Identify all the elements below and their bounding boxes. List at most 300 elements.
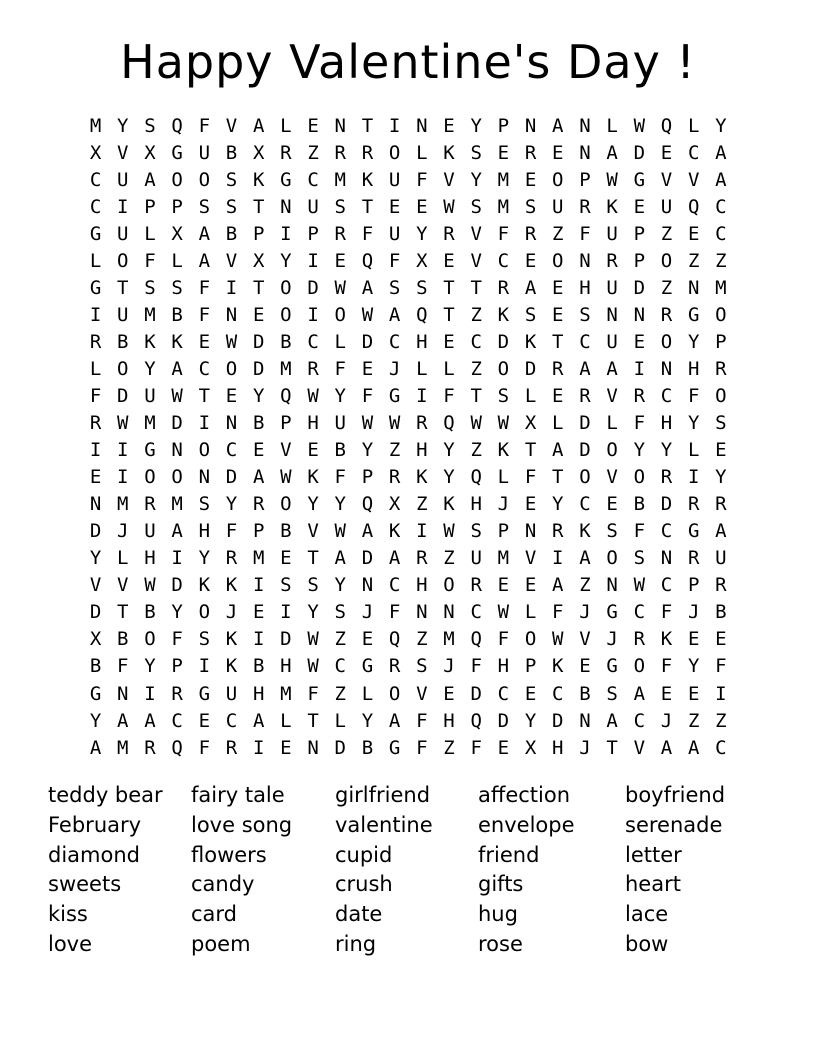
grid-letter: A bbox=[144, 709, 156, 732]
grid-letter: J bbox=[117, 520, 129, 543]
grid-letter: E bbox=[443, 682, 455, 705]
grid-letter: C bbox=[388, 574, 401, 597]
grid-letter: F bbox=[497, 628, 510, 651]
grid-letter: W bbox=[280, 466, 292, 489]
grid-letter: I bbox=[198, 412, 211, 435]
grid-letter: M bbox=[280, 357, 292, 380]
grid-letter: K bbox=[524, 330, 537, 353]
grid-letter: W bbox=[470, 412, 482, 435]
grid-letter: Q bbox=[470, 628, 482, 651]
grid-letter: R bbox=[225, 736, 238, 759]
grid-letter: N bbox=[606, 303, 618, 326]
word-item: card bbox=[191, 901, 238, 926]
grid-letter: M bbox=[497, 168, 510, 191]
grid-letter: R bbox=[715, 357, 727, 380]
grid-letter: Z bbox=[416, 493, 428, 516]
grid-letter: E bbox=[89, 466, 102, 489]
grid-letter: U bbox=[552, 195, 564, 218]
grid-letter: F bbox=[198, 114, 211, 137]
grid-letter: D bbox=[334, 736, 346, 759]
grid-letter: Q bbox=[470, 709, 482, 732]
grid-letter: R bbox=[633, 628, 646, 651]
grid-letter: N bbox=[117, 682, 129, 705]
grid-letter: V bbox=[660, 168, 673, 191]
word-item: poem bbox=[191, 931, 251, 956]
grid-letter: E bbox=[579, 655, 591, 678]
grid-letter: C bbox=[497, 682, 510, 705]
grid-letter: D bbox=[280, 628, 292, 651]
grid-letter: M bbox=[144, 303, 156, 326]
grid-letter: P bbox=[497, 114, 510, 137]
grid-letter: M bbox=[171, 493, 183, 516]
grid-letter: V bbox=[416, 682, 428, 705]
grid-letter: E bbox=[252, 439, 265, 462]
grid-letter: L bbox=[416, 141, 428, 164]
grid-letter: B bbox=[225, 141, 238, 164]
grid-letter: N bbox=[579, 114, 591, 137]
grid-letter: I bbox=[633, 357, 646, 380]
grid-letter: O bbox=[198, 439, 211, 462]
grid-letter: H bbox=[280, 655, 292, 678]
grid-letter: Z bbox=[334, 628, 346, 651]
grid-letter: Y bbox=[117, 114, 129, 137]
grid-letter: Z bbox=[660, 222, 673, 245]
word-item: affection bbox=[478, 783, 571, 808]
grid-letter: G bbox=[144, 439, 156, 462]
grid-letter: K bbox=[443, 141, 455, 164]
grid-letter: K bbox=[660, 628, 673, 651]
grid-letter: U bbox=[606, 276, 618, 299]
grid-letter: P bbox=[252, 520, 265, 543]
grid-letter: Y bbox=[171, 601, 183, 624]
grid-letter: D bbox=[633, 141, 646, 164]
grid-letter: G bbox=[280, 168, 292, 191]
word-item: girlfriend bbox=[335, 783, 431, 808]
grid-letter: C bbox=[579, 493, 591, 516]
grid-letter: P bbox=[171, 655, 183, 678]
grid-letter: O bbox=[117, 249, 129, 272]
grid-letter: F bbox=[117, 655, 129, 678]
grid-letter: F bbox=[334, 466, 346, 489]
grid-letter: X bbox=[252, 141, 265, 164]
grid-letter: U bbox=[117, 303, 129, 326]
grid-letter: C bbox=[660, 520, 673, 543]
grid-letter: I bbox=[89, 439, 102, 462]
grid-letter: D bbox=[579, 439, 591, 462]
grid-letter: E bbox=[416, 195, 428, 218]
grid-letter: A bbox=[198, 222, 211, 245]
grid-letter: I bbox=[171, 547, 183, 570]
grid-letter: F bbox=[660, 601, 673, 624]
grid-letter: A bbox=[334, 547, 346, 570]
grid-letter: E bbox=[361, 357, 374, 380]
grid-letter: S bbox=[633, 547, 646, 570]
grid-letter: A bbox=[715, 168, 727, 191]
grid-letter: F bbox=[144, 249, 156, 272]
grid-letter: C bbox=[633, 709, 646, 732]
grid-letter: C bbox=[89, 168, 102, 191]
grid-letter: X bbox=[171, 222, 183, 245]
grid-letter: O bbox=[524, 628, 537, 651]
grid-letter: H bbox=[552, 736, 564, 759]
grid-letter: N bbox=[198, 466, 211, 489]
grid-letter: U bbox=[388, 168, 401, 191]
grid-letter: T bbox=[252, 195, 265, 218]
grid-letter: C bbox=[497, 249, 510, 272]
grid-letter: I bbox=[307, 249, 319, 272]
grid-letter: L bbox=[117, 547, 129, 570]
word-item: February bbox=[48, 812, 142, 837]
grid-letter: S bbox=[606, 682, 618, 705]
grid-letter: N bbox=[416, 114, 428, 137]
grid-letter: Y bbox=[361, 709, 374, 732]
word-item: date bbox=[335, 901, 383, 926]
grid-letter: U bbox=[606, 222, 618, 245]
grid-letter: B bbox=[334, 439, 346, 462]
grid-letter: D bbox=[89, 601, 102, 624]
grid-letter: E bbox=[361, 628, 374, 651]
grid-letter: Y bbox=[89, 709, 102, 732]
word-item: envelope bbox=[478, 812, 575, 837]
grid-letter: J bbox=[606, 628, 618, 651]
grid-letter: O bbox=[715, 303, 727, 326]
grid-letter: O bbox=[280, 493, 292, 516]
grid-letter: Q bbox=[416, 303, 428, 326]
grid-letter: F bbox=[470, 655, 482, 678]
grid-letter: H bbox=[416, 330, 428, 353]
grid-letter: X bbox=[89, 628, 102, 651]
grid-letter: E bbox=[388, 195, 401, 218]
grid-letter: U bbox=[198, 141, 211, 164]
grid-letter: R bbox=[552, 520, 564, 543]
grid-letter: E bbox=[497, 141, 510, 164]
grid-letter: Z bbox=[443, 736, 455, 759]
word-item: diamond bbox=[48, 842, 140, 867]
grid-letter: G bbox=[89, 276, 102, 299]
grid-letter: I bbox=[280, 601, 292, 624]
grid-letter: E bbox=[552, 141, 564, 164]
grid-letter: H bbox=[416, 574, 428, 597]
grid-letter: F bbox=[470, 736, 482, 759]
grid-letter: Y bbox=[280, 249, 292, 272]
grid-letter: N bbox=[606, 574, 618, 597]
grid-letter: R bbox=[280, 141, 292, 164]
grid-letter: E bbox=[307, 114, 319, 137]
grid-letter: Q bbox=[470, 466, 482, 489]
grid-letter: V bbox=[579, 628, 591, 651]
grid-letter: E bbox=[687, 628, 700, 651]
grid-letter: U bbox=[334, 412, 346, 435]
grid-letter: M bbox=[280, 682, 292, 705]
word-item: crush bbox=[335, 872, 393, 897]
grid-letter: W bbox=[443, 195, 455, 218]
grid-letter: T bbox=[443, 276, 455, 299]
grid-letter: Y bbox=[198, 547, 211, 570]
grid-letter: E bbox=[687, 222, 700, 245]
grid-letter: C bbox=[225, 709, 238, 732]
grid-letter: T bbox=[470, 384, 482, 407]
grid-letter: Z bbox=[470, 303, 482, 326]
grid-letter: M bbox=[497, 547, 510, 570]
grid-letter: F bbox=[416, 709, 428, 732]
grid-letter: L bbox=[361, 682, 374, 705]
grid-letter: E bbox=[687, 682, 700, 705]
word-item: lace bbox=[625, 901, 669, 926]
grid-letter: U bbox=[660, 195, 673, 218]
grid-letter: R bbox=[660, 466, 673, 489]
grid-letter: N bbox=[361, 574, 374, 597]
grid-letter: N bbox=[171, 439, 183, 462]
grid-letter: C bbox=[579, 330, 591, 353]
grid-letter: G bbox=[687, 520, 700, 543]
grid-letter: F bbox=[334, 357, 346, 380]
grid-letter: D bbox=[361, 547, 374, 570]
grid-letter: Y bbox=[470, 114, 482, 137]
grid-letter: J bbox=[225, 601, 238, 624]
grid-letter: A bbox=[524, 276, 537, 299]
grid-letter: N bbox=[307, 736, 319, 759]
word-item: bow bbox=[625, 931, 669, 956]
grid-letter: W bbox=[606, 168, 618, 191]
grid-letter: Y bbox=[687, 655, 700, 678]
grid-letter: I bbox=[144, 682, 156, 705]
grid-letter: W bbox=[361, 303, 374, 326]
grid-letter: I bbox=[225, 276, 238, 299]
grid-letter: D bbox=[171, 412, 183, 435]
grid-letter: T bbox=[252, 276, 265, 299]
grid-letter: W bbox=[144, 574, 156, 597]
grid-letter: H bbox=[443, 709, 455, 732]
grid-letter: S bbox=[524, 195, 537, 218]
grid-letter: E bbox=[497, 736, 510, 759]
grid-letter: O bbox=[334, 303, 346, 326]
grid-letter: D bbox=[633, 276, 646, 299]
grid-letter: O bbox=[443, 574, 455, 597]
grid-letter: A bbox=[660, 736, 673, 759]
grid-letter: C bbox=[89, 195, 102, 218]
grid-letter: S bbox=[470, 520, 482, 543]
grid-letter: J bbox=[443, 655, 455, 678]
grid-letter: D bbox=[171, 574, 183, 597]
word-column bbox=[48, 781, 191, 959]
grid-letter: V bbox=[470, 249, 482, 272]
grid-letter: R bbox=[633, 384, 646, 407]
grid-letter: O bbox=[633, 466, 646, 489]
grid-letter: P bbox=[252, 222, 265, 245]
grid-letter: W bbox=[225, 330, 238, 353]
grid-letter: W bbox=[307, 655, 319, 678]
grid-letter: P bbox=[171, 195, 183, 218]
grid-letter: K bbox=[361, 168, 374, 191]
grid-letter: I bbox=[252, 628, 265, 651]
grid-letter: J bbox=[579, 601, 591, 624]
grid-letter: I bbox=[117, 466, 129, 489]
word-column bbox=[478, 781, 625, 959]
grid-letter: C bbox=[388, 330, 401, 353]
grid-letter: Y bbox=[443, 439, 455, 462]
grid-letter: E bbox=[225, 384, 238, 407]
grid-letter: K bbox=[606, 195, 618, 218]
grid-letter: C bbox=[307, 168, 319, 191]
grid-letter: O bbox=[660, 249, 673, 272]
grid-letter: U bbox=[470, 547, 482, 570]
grid-letter: R bbox=[497, 276, 510, 299]
grid-letter: E bbox=[606, 493, 618, 516]
grid-letter: Q bbox=[687, 195, 700, 218]
word-item: ring bbox=[335, 931, 377, 956]
grid-letter: R bbox=[470, 574, 482, 597]
grid-letter: N bbox=[579, 141, 591, 164]
grid-letter: S bbox=[144, 114, 156, 137]
grid-letter: Z bbox=[443, 547, 455, 570]
grid-letter: E bbox=[524, 493, 537, 516]
grid-letter: W bbox=[117, 412, 129, 435]
grid-letter: L bbox=[416, 357, 428, 380]
grid-letter: F bbox=[89, 384, 102, 407]
grid-letter: K bbox=[225, 628, 238, 651]
grid-letter: M bbox=[252, 547, 265, 570]
grid-letter: E bbox=[280, 547, 292, 570]
grid-letter: C bbox=[715, 195, 727, 218]
grid-letter: Y bbox=[334, 574, 346, 597]
grid-letter: Y bbox=[252, 384, 265, 407]
grid-letter: Q bbox=[388, 628, 401, 651]
grid-letter: E bbox=[715, 628, 727, 651]
grid-letter: X bbox=[524, 736, 537, 759]
grid-letter: A bbox=[117, 709, 129, 732]
grid-letter: C bbox=[715, 736, 727, 759]
page-title: Happy Valentine's Day ! bbox=[120, 35, 696, 89]
word-item: cupid bbox=[335, 842, 393, 867]
grid-letter: A bbox=[579, 547, 591, 570]
grid-letter: N bbox=[225, 412, 238, 435]
word-list bbox=[48, 781, 816, 959]
grid-letter: E bbox=[660, 141, 673, 164]
grid-letter: Z bbox=[687, 249, 700, 272]
grid-letter: S bbox=[198, 628, 211, 651]
grid-letter: S bbox=[225, 168, 238, 191]
grid-letter: B bbox=[117, 628, 129, 651]
grid-letter: W bbox=[497, 601, 510, 624]
grid-letter: Q bbox=[280, 384, 292, 407]
grid-letter: U bbox=[715, 547, 727, 570]
grid-letter: V bbox=[225, 249, 238, 272]
grid-letter: C bbox=[307, 330, 319, 353]
grid-letter: O bbox=[171, 168, 183, 191]
grid-letter: N bbox=[443, 601, 455, 624]
grid-letter: R bbox=[687, 547, 700, 570]
grid-letter: W bbox=[307, 628, 319, 651]
grid-letter: O bbox=[388, 682, 401, 705]
grid-letter: E bbox=[524, 682, 537, 705]
grid-letter: W bbox=[171, 384, 183, 407]
grid-letter: U bbox=[144, 384, 156, 407]
grid-letter: D bbox=[252, 330, 265, 353]
grid-letter: R bbox=[144, 736, 156, 759]
grid-letter: V bbox=[606, 466, 618, 489]
grid-letter: H bbox=[252, 682, 265, 705]
grid-letter: A bbox=[252, 709, 265, 732]
grid-letter: G bbox=[388, 736, 401, 759]
grid-letter: N bbox=[280, 195, 292, 218]
grid-letter: Q bbox=[361, 493, 374, 516]
grid-letter: K bbox=[144, 330, 156, 353]
grid-letter: F bbox=[416, 168, 428, 191]
grid-letter: Y bbox=[89, 547, 102, 570]
grid-letter: E bbox=[307, 439, 319, 462]
grid-letter: W bbox=[334, 520, 346, 543]
grid-letter: I bbox=[416, 520, 428, 543]
grid-letter: A bbox=[552, 574, 564, 597]
grid-letter: M bbox=[117, 736, 129, 759]
grid-letter: B bbox=[361, 736, 374, 759]
grid-letter: Y bbox=[633, 439, 646, 462]
grid-letter: Q bbox=[660, 114, 673, 137]
grid-letter: H bbox=[660, 412, 673, 435]
grid-letter: R bbox=[252, 493, 265, 516]
grid-letter: F bbox=[687, 384, 700, 407]
grid-letter: O bbox=[171, 466, 183, 489]
grid-letter: E bbox=[660, 682, 673, 705]
grid-letter: D bbox=[252, 357, 265, 380]
grid-letter: F bbox=[225, 520, 238, 543]
grid-letter: F bbox=[307, 682, 319, 705]
grid-letter: S bbox=[198, 195, 211, 218]
grid-letter: Z bbox=[687, 709, 700, 732]
grid-letter: P bbox=[307, 222, 319, 245]
grid-letter: A bbox=[388, 303, 401, 326]
grid-letter: E bbox=[633, 195, 646, 218]
grid-letter: S bbox=[334, 601, 346, 624]
grid-letter: V bbox=[524, 547, 537, 570]
grid-letter: D bbox=[524, 357, 537, 380]
grid-letter: V bbox=[117, 141, 129, 164]
grid-letter: U bbox=[117, 168, 129, 191]
grid-letter: K bbox=[225, 655, 238, 678]
grid-letter: L bbox=[334, 709, 346, 732]
grid-letter: G bbox=[198, 682, 211, 705]
grid-letter: L bbox=[89, 357, 102, 380]
grid-letter: Y bbox=[144, 357, 156, 380]
grid-letter: E bbox=[524, 574, 537, 597]
grid-letter: S bbox=[198, 493, 211, 516]
grid-letter: F bbox=[361, 222, 374, 245]
grid-letter: Y bbox=[334, 493, 346, 516]
grid-letter: L bbox=[89, 249, 102, 272]
word-item: valentine bbox=[335, 812, 433, 837]
grid-letter: P bbox=[579, 168, 591, 191]
grid-letter: G bbox=[388, 384, 401, 407]
grid-letter: J bbox=[660, 709, 673, 732]
grid-letter: S bbox=[144, 276, 156, 299]
grid-letter: L bbox=[334, 330, 346, 353]
grid-letter: U bbox=[225, 682, 238, 705]
word-column bbox=[625, 781, 816, 959]
grid-letter: M bbox=[497, 195, 510, 218]
grid-letter: J bbox=[388, 357, 401, 380]
grid-letter: U bbox=[388, 222, 401, 245]
grid-letter: A bbox=[144, 168, 156, 191]
grid-letter: N bbox=[89, 493, 102, 516]
grid-letter: D bbox=[497, 330, 510, 353]
grid-letter: Z bbox=[388, 439, 401, 462]
grid-letter: D bbox=[497, 709, 510, 732]
grid-letter: L bbox=[524, 601, 537, 624]
grid-letter: E bbox=[552, 303, 564, 326]
grid-letter: F bbox=[715, 655, 727, 678]
word-item: friend bbox=[478, 842, 540, 867]
grid-letter: F bbox=[443, 384, 455, 407]
